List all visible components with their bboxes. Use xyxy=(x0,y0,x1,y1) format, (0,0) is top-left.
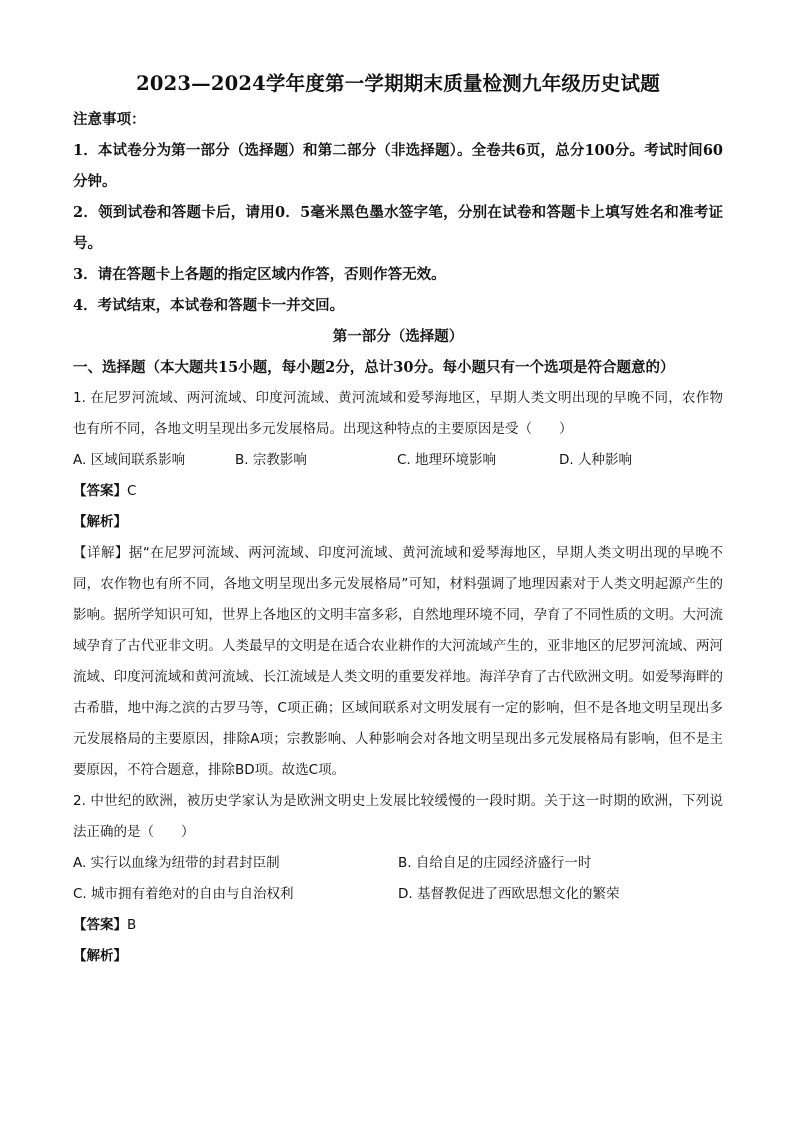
question-2-answer xyxy=(73,910,723,941)
notice-item-1: 1．本试卷分为第一部分（选择题）和第二部分（非选择题）。全卷共6页，总分100分。考试时间60分钟。 xyxy=(73,142,723,190)
question-2-option-b: B. 自给自足的庄园经济盛行一时 xyxy=(398,855,592,871)
question-1-stem: 1. 在尼罗河流域、两河流域、印度河流域、黄河流域和爱琴海地区，早期人类文明出现的早晚不同，农作物也有所不同，各地文明呈现出多元发展格局。出现这种特点的主要原因是受（ ） xyxy=(73,390,723,437)
question-2-option-a: A. 实行以血缘为纽带的封君封臣制 xyxy=(73,855,280,871)
notice-heading: 注意事项： xyxy=(73,111,146,128)
question-1-option-c: C. 地理环境影响 xyxy=(397,452,497,468)
answer-label: 【答案】 xyxy=(73,483,127,499)
question-2 xyxy=(73,786,723,972)
question-2-option-c: C. 城市拥有着绝对的自由与自治权利 xyxy=(73,886,294,902)
question-2-stem: 2. 中世纪的欧洲，被历史学家认为是欧洲文明史上发展比较缓慢的一段时期。关于这一时期的欧洲，下列说法正确的是（ ） xyxy=(73,793,723,840)
answer-value: C xyxy=(127,483,137,499)
section-heading: 一、选择题（本大题共15小题，每小题2分，总计30分。每小题只有一个选项是符合题意的） xyxy=(73,359,675,376)
question-1-detail: 【详解】据“在尼罗河流域、两河流域、印度河流域、黄河流域和爱琴海地区，早期人类文明出现的早晚不同，农作物也有所不同，各地文明呈现出多元发展格局”可知，材料强调了地理因素对于人类文明起源产生的影响。据所学知识可知，世界上各地区的文明丰富多彩，自然地理环境不同，孕育了不同性质的文明。大河流域孕育了古代亚非文明。人类最早的文明是在适合农业耕作的大河流域产生的，亚非地区的尼罗河流域、两河流域、印度河流域和黄河流域、长江流域是人类文明的重要发祥地。海洋孕育了古代欧洲文明。如爱琴海畔的古希腊，地中海之滨的古罗马等，C项正确；区域间联系对文明发展有一定的影响，但不是各地文明呈现出多元发展格局的主要原因，排除A项；宗教影响、人种影响会对各地文明呈现出多元发展格局有影响，但不是主要原因，不符合题意，排除BD项。故选C项。 xyxy=(73,545,723,778)
question-2-option-d: D. 基督教促进了西欧思想文化的繁荣 xyxy=(398,886,620,902)
question-1-answer xyxy=(73,476,723,507)
question-1-options xyxy=(73,445,723,476)
question-1-option-a: A. 区域间联系影响 xyxy=(73,452,186,468)
question-1-option-b: B. 宗教影响 xyxy=(235,452,307,468)
question-1 xyxy=(73,383,723,786)
answer-label: 【答案】 xyxy=(73,917,127,933)
notice-item-3: 3．请在答题卡上各题的指定区域内作答，否则作答无效。 xyxy=(73,266,446,283)
analysis-label: 【解析】 xyxy=(73,514,127,530)
part1-heading: 第一部分（选择题） xyxy=(332,328,464,345)
exam-title: 2023—2024学年度第一学期期末质量检测九年级历史试题 xyxy=(136,72,660,95)
notice-item-4: 4．考试结束，本试卷和答题卡一并交回。 xyxy=(73,297,345,314)
question-2-options-row-2 xyxy=(73,879,723,910)
question-2-analysis xyxy=(73,941,723,972)
question-2-options-row-1 xyxy=(73,848,723,879)
page-content xyxy=(73,68,723,972)
question-1-option-d: D. 人种影响 xyxy=(559,452,632,468)
notice-item-2: 2．领到试卷和答题卡后，请用0．5毫米黑色墨水签字笔，分别在试卷和答题卡上填写姓名和准考证号。 xyxy=(73,204,723,252)
analysis-label: 【解析】 xyxy=(73,948,127,964)
question-1-analysis xyxy=(73,507,723,538)
answer-value: B xyxy=(127,917,137,933)
